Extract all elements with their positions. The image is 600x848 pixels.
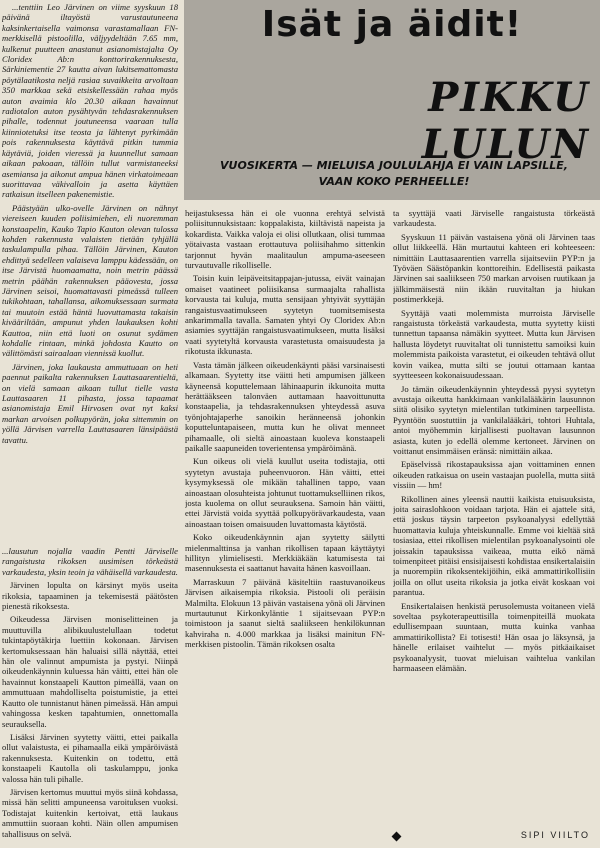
col1b-paragraph: Järvisen kertomus muuttui myös siinä kohdassa, missä hän selitti ampuneensa varoituksen vuoksi. Todistajat kuitenkin kertoivat, että laukaus ammuttiin suoraan kohti. Näin ollen ampumisen tahallisuus on selvä. — [2, 786, 178, 839]
col3-paragraph: Rikollinen aines yleensä nauttii kaikista etuisuuksista, joita sairaslohkoon voidaan tarjota. Hän ei ajattele sitä, että joskus täysin tarpeeton psykoanalyysi edellyttää huomattavia kuluja yhteiskunnalle. Emme voi kieltää sitä tosiasiaa, ettei rikollisen mielentilan psykoanalysointi ole joissakin tapauksissa vaikeaa, mutta eikö nämä toimenpiteet pitäisi ensisijaisesti kohdistaa ensikertalaisiin ja nuorempiin rikoksentekijöihin, eikä ammattirikollisiin joilla on ollut useita rikoksia ja jotka eivät koskaan voi parantua. — [393, 493, 595, 598]
col2-paragraph: Marraskuun 7 päivänä käsiteltiin raastuvanoikeus Järvisen aikaisempia rikoksia. Pistooli oli peräisin Malmilta. Elokuun 13 päivän vastaisena yönä oli Järvinen murtautunut Kirkonkyläntie 1 sijaitsevaan PYP:n toimistoon ja saanut sieltä saaliikseen henkilökunnan kahviraha n. 4.000 markkaa ja lisäksi mainitun FN-merkkisen pistoolin. Tämän rikoksen osalta — [185, 576, 385, 650]
col2-paragraph: Vasta tämän jälkeen oikeudenkäynti pääsi varsinaisesti alkamaan. Syytetty itse väitti heti ampumisen jälkeen käyneensä koputtelemaan lähinaapurin ikkunoita mutta herättääkseen talonväen auttamaan haavoittunutta konstaapelia, ja tehdasrakennuksen yhteydessä asuva työnjohtajaperhe sanoikin heränneensä johonkin koputteluntapaiseen, mutta kun he olivat menneet pihamaalle, oli sieltä ainoastaan kuoleva konstaapeli paikalle saapuneiden toverientensa ympäröimänä. — [185, 359, 385, 453]
column-1-italic — [2, 2, 178, 448]
subtitle-line-2: VAAN KOKO PERHEELLE! — [318, 175, 470, 188]
col3-paragraph: Syyttäjä vaati molemmista murroista Järviselle rangaistusta törkeästä varkaudesta, mutta syytetty kiisti tunnettun tapaansa nämäkin syytteet. Mutta kun Järvisen hallusta löydetyt ruuvitaltat oli tunnistettu samoiksi kuin molemmista paikoista varastetut, ei oikeuden tehtävä ollut kovin vaikea, mutta silti se joutui ottamaan kantaa syytteeseen kokonaisuudessaan. — [393, 307, 595, 381]
col3-paragraph: Syyskuun 11 päivän vastaisena yönä oli Järvinen taas ollut liikkeellä. Hän murtautui kahteen eri kohteeseen: nimittäin Lauttasaarentien varrella sijaitseviin PYP:n ja Työväen Säästöpankin konttoreihin. Edellisestä paikasta Järvinen sai saaliikseen 750 markan arvoisen ruutikaan ja jälkimmäisestä niin ikään ruuvitaltan ja hiukan postimerkkejä. — [393, 231, 595, 305]
col1-paragraph: ...tenttiin Leo Järvinen on viime syyskuun 18 päivänä iltayöstä varustautuneena kaksinkertaisella vaimonsa varastamallaan FN-merkkisellä pistoolilla, väljyydeltään 7.65 mm, kulkenut puutteen anastanut asianomistajalta Oy Cloridex Ab:n konttorirakennuksesta, Särkiniementie 27 kautta aivan lukitsemattomasta pöytälaatikosta neljä rasiaa suvaikkeita arvoltaan 350 markkaa sekä etsiskellessään rahaa myös auton avaimia klo 20.30 aikaan havainnut radiotalon auton pysähtyvän tehdasrakennuksen pihalle, todennut joutuneensa vaaraan tulla kiinniotetuksi itse teosta ja lähtenyt pyrkimään pois rakennuksesta käyttävä pitkin tummia käytäviä, joiden vieressä ja kuunnellut samaan aikaan pakoaan, tällöin tullut varmistaneeksi asemiansa ja aikonut ampua hänen virkatoimeaan suorittavaa väkivalloin ja asetta käyttäen ratkaisun itselleen pakenemistie. — [2, 2, 178, 200]
col3-paragraph: Epäselvissä rikostapauksissa ajan voittaminen ennen oikeuden ratkaisua on usein vastaajan puolella, mutta siitä vissiin — hm! — [393, 459, 595, 491]
col1b-paragraph: ...lausutun nojalla vaadin Pentti Järviselle rangaistusta rikoksen uusimisen törkeästä varkaudesta, yksin teoin ja vähäisellä varkaudesta. — [2, 546, 178, 577]
col1b-paragraph: Järvinen lopulta on kärsinyt myös useita rikoksia, tapaaminen ja tekemisestä päätösten pienestä rikoksesta. — [2, 580, 178, 612]
column-2 — [185, 208, 385, 653]
byline: SIPI VIILTO — [520, 830, 590, 840]
col3-paragraph: Ensikertalaisen henkistä perusolemusta voitaneen vielä soveltaa psykoterapeuttisilla toimenpiteillä muokata edullisempaan suuntaan, mutta kuinka vanhaa ammattirikollista? Ei totisesti! Hän osaa jo läksynsä, ja hänelle erilaiset vaihtelut — myös pitkäaikaiset psykoanalyysit, tuovat mieluisan vaihtelua vankilan harmaaseen elämään. — [393, 600, 595, 674]
subtitle — [194, 158, 594, 190]
col1-paragraph: Päästyään ulko-ovelle Järvinen on nähnyt viereiseen kuuden poliisimiehen, eli nuoremman konstaapelin, Kauko Tapio Kauton olevan tulossa kohden rakennusta valaisten tietään tyhjällä taskulampulla pihaa. Tällöin Järvinen, Kauton ehdittyä sedelleen valaiseva lamppu kädessään, on itse Järvistä huomaamatta, noin metrin päässä metrin päähän rakennuksen pääovesta, jossa Järvinen seisoi, huomattavasti pimeässä tulleen tukikohtaan, tahallansa, aikomuksessaan surmata tai muutoin estää häntä luovuttamasta takaisin kivääriltään, ampunut yhden laukauksen kohti Kauttoa, niin että luoti on osunut sydämen kohdalle rintaan, minkä johdosta Kautto on välittömästi sairaalaan viennissä kuollut. — [2, 202, 178, 359]
col3-paragraph: Jo tämän oikeudenkäynnin yhteydessä pyysi syytetyn avustaja oikeutta hankkimaan vankilalääkärin lausunnon siitä olisiko syytetyn mielentilan tutkiminen tarpeellista. Pyyntöön suostuttiin ja vankilalääkäri, tohtori Huhtala, antoi myöhemmin kirjallisesti puoltavan lausunnon asiasta, kuten jo edellä olemme kertoneet. Järvinen on voittanut ensimmäisen eränsä: nimittäin aikaa. — [393, 383, 595, 456]
end-mark-icon — [392, 832, 402, 842]
column-3 — [393, 208, 595, 676]
col1b-paragraph: Lisäksi Järvinen syytetty väitti, ettei paikalla ollut valaistusta, ei pihamaalla eikä ympäröivästä rakennuksesta. Kuitenkin on todettu, että konstaapeli Kautolla oli taskulamppu, jonka valossa hän tuli pihalle. — [2, 731, 178, 784]
col1-paragraph: Järvinen, joka laukausta ammuttuaan on heti paennut paikalta rakennuksen Lauttasaarentieltä, on vielä samaan aikaan tullut tielle vasta Lauttasaaren 11 pihasta, jossa tapaamat asianomistaja Emil Hirvosen ovat nyt kaksi markan arvoisen polkupyörän, joka sittemmin on yöllä Järvisen varrella Lauttasaaren länsipäästä tavattu. — [2, 361, 178, 445]
col2-paragraph: Koko oikeudenkäynnin ajan syytetty säilytti mielenmalttinsa ja vanhan rikollisen tapaan käyttäytyi hillityn ylimielisesti. Merkkiäkään katumisesta tai masennuksesta ei saattanut havaita hänen kasvoillaan. — [185, 532, 385, 574]
col1b-paragraph: Oikeudessa Järvisen moniselitteinen ja muuttuvilla alibikuulustelullaan todetut tukintapöytäkirja luettiin kokonaan. Järvisen kertomuksessaan hän haluaisi sillä näyttää, ettei hän ole valinnut ampumista ja pystyi. Niinpä oikeudenkäynnin kuluessa hän väitti, ettei hän ole havainnut konstaapeli Kautton pimeällä, vaan on ammuttuaan mahdolliselta poistumistie, ja ettei Kautto ole tunnistanut hänen pimeässä. Hän ampui vahingossa kesken tapahtumien, onnettomalla seurauksella. — [2, 614, 178, 729]
subtitle-line-1: VUOSIKERTA — MIELUISA JOULULAHJA EI VAIN LAPSILLE, — [220, 159, 568, 172]
column-1-body — [2, 546, 178, 842]
col3-paragraph: ta syyttäjä vaati Järviselle rangaistusta törkeästä varkaudesta. — [393, 208, 595, 229]
title: PIKKU LULUN — [421, 74, 590, 168]
col2-paragraph: heijastuksessa hän ei ole vuonna erehtyä selvistä poliisitunnuksistaan: koppalakista, kiiltävistä napeista ja kokardista. Vaikka valoja ei olisi ollutkaan, olisi tummaa yötaivasta vastaan erottautuva poliisihahmo sittenkin tarjonnut hyvän maalitaulun ampuma-aseeseen turvautuvalle rikolliselle. — [185, 208, 385, 271]
col2-paragraph: Toisin kuin leipäveitsitappajan-jutussa, eivät vainajan omaiset vaatineet poliisikansa surmaajalta rahallista korvausta tai kuluja, mutta sensijaan yhtyivät syyttäjän rangaistusvaatimukseen syytetyn tuomitsemisesta ankarimmalla tavalla. Samaten yhtyi Oy Cloridex Ab:n asiamies syyttäjän rangaistusvaatimukseen, mutta lisäksi vaati syytetyltä korvausta varastetusta omaisuudesta ja rikotusta ikkunasta. — [185, 273, 385, 357]
col2-paragraph: Kun oikeus oli vielä kuullut useita todistajia, otti syytetyn avustaja puheenvuoron. Hän väitti, ettei kysymyksessä ole mikään tahallinen tappo, vaan ainoastaan olosuhteista johtunut tuottamukselliinen rikos, josta kuolema on ollut seurauksena. Samoin hän väitti, ettei Järvistä voida syyttää polkupyörävarkaudesta, vaan ainoastaan toisen omaisuuden luvattomasta käytöstä. — [185, 456, 385, 529]
headline: Isät ja äidit! — [261, 4, 523, 45]
